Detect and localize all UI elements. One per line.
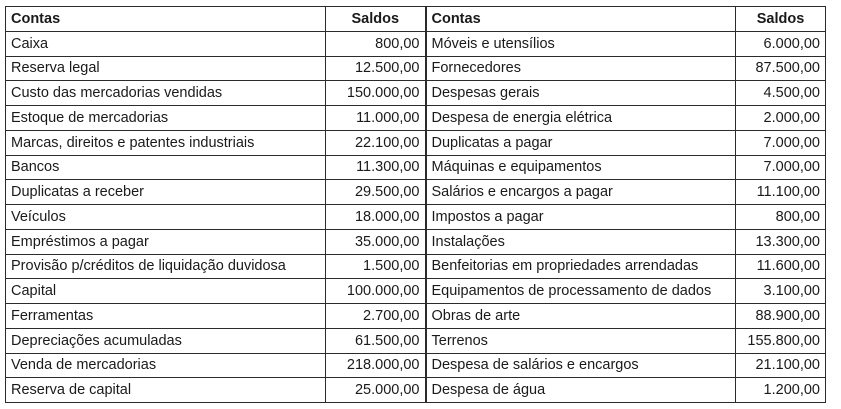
- table-row: [6, 229, 826, 254]
- left-balance-cell: 35.000,00: [326, 229, 426, 254]
- right-account-cell: Despesas gerais: [426, 81, 736, 106]
- left-balance-cell: 18.000,00: [326, 205, 426, 230]
- right-balance-cell: 11.100,00: [736, 180, 826, 205]
- right-balance-cell: 3.100,00: [736, 279, 826, 304]
- left-account-cell: Marcas, direitos e patentes industriais: [6, 130, 326, 155]
- table-row: [6, 205, 826, 230]
- left-balance-cell: 12.500,00: [326, 56, 426, 81]
- right-balance-cell: 6.000,00: [736, 31, 826, 56]
- table-row: [6, 81, 826, 106]
- left-account-cell: Venda de mercadorias: [6, 353, 326, 378]
- left-account-cell: Capital: [6, 279, 326, 304]
- right-account-cell: Duplicatas a pagar: [426, 130, 736, 155]
- left-account-cell: Ferramentas: [6, 304, 326, 329]
- table-row: [6, 155, 826, 180]
- right-balance-cell: 87.500,00: [736, 56, 826, 81]
- right-account-cell: Impostos a pagar: [426, 205, 736, 230]
- right-balance-cell: 7.000,00: [736, 155, 826, 180]
- left-balance-cell: 22.100,00: [326, 130, 426, 155]
- table-row: [6, 130, 826, 155]
- table-body: [6, 31, 826, 402]
- right-account-cell: Obras de arte: [426, 304, 736, 329]
- right-account-cell: Benfeitorias em propriedades arrendadas: [426, 254, 736, 279]
- left-account-cell: Custo das mercadorias vendidas: [6, 81, 326, 106]
- left-account-cell: Caixa: [6, 31, 326, 56]
- left-account-cell: Estoque de mercadorias: [6, 106, 326, 131]
- left-balance-cell: 29.500,00: [326, 180, 426, 205]
- left-account-cell: Depreciações acumuladas: [6, 328, 326, 353]
- table-row: [6, 31, 826, 56]
- right-balance-cell: 155.800,00: [736, 328, 826, 353]
- left-account-cell: Veículos: [6, 205, 326, 230]
- header-right-account: Contas: [426, 7, 736, 32]
- table-row: [6, 328, 826, 353]
- right-balance-cell: 88.900,00: [736, 304, 826, 329]
- header-left-balance: Saldos: [326, 7, 426, 32]
- left-balance-cell: 100.000,00: [326, 279, 426, 304]
- table-row: [6, 279, 826, 304]
- right-balance-cell: 13.300,00: [736, 229, 826, 254]
- right-balance-cell: 7.000,00: [736, 130, 826, 155]
- left-account-cell: Reserva de capital: [6, 378, 326, 403]
- left-account-cell: Empréstimos a pagar: [6, 229, 326, 254]
- right-account-cell: Equipamentos de processamento de dados: [426, 279, 736, 304]
- table-row: [6, 180, 826, 205]
- left-account-cell: Bancos: [6, 155, 326, 180]
- left-account-cell: Provisão p/créditos de liquidação duvidosa: [6, 254, 326, 279]
- table-row: [6, 56, 826, 81]
- right-balance-cell: 800,00: [736, 205, 826, 230]
- accounts-balances-table: [5, 6, 826, 403]
- left-balance-cell: 150.000,00: [326, 81, 426, 106]
- left-balance-cell: 61.500,00: [326, 328, 426, 353]
- right-balance-cell: 4.500,00: [736, 81, 826, 106]
- right-account-cell: Terrenos: [426, 328, 736, 353]
- right-account-cell: Despesa de salários e encargos: [426, 353, 736, 378]
- right-account-cell: Salários e encargos a pagar: [426, 180, 736, 205]
- table-header-row: [6, 7, 826, 32]
- accounts-table-container: [5, 6, 826, 403]
- right-account-cell: Despesa de energia elétrica: [426, 106, 736, 131]
- left-balance-cell: 2.700,00: [326, 304, 426, 329]
- table-row: [6, 378, 826, 403]
- header-left-account: Contas: [6, 7, 326, 32]
- left-balance-cell: 218.000,00: [326, 353, 426, 378]
- left-balance-cell: 11.300,00: [326, 155, 426, 180]
- left-balance-cell: 11.000,00: [326, 106, 426, 131]
- right-balance-cell: 2.000,00: [736, 106, 826, 131]
- table-row: [6, 353, 826, 378]
- table-row: [6, 304, 826, 329]
- right-account-cell: Instalações: [426, 229, 736, 254]
- left-balance-cell: 800,00: [326, 31, 426, 56]
- left-balance-cell: 25.000,00: [326, 378, 426, 403]
- right-balance-cell: 1.200,00: [736, 378, 826, 403]
- right-balance-cell: 21.100,00: [736, 353, 826, 378]
- header-right-balance: Saldos: [736, 7, 826, 32]
- left-account-cell: Reserva legal: [6, 56, 326, 81]
- right-account-cell: Fornecedores: [426, 56, 736, 81]
- right-balance-cell: 11.600,00: [736, 254, 826, 279]
- right-account-cell: Máquinas e equipamentos: [426, 155, 736, 180]
- right-account-cell: Despesa de água: [426, 378, 736, 403]
- table-row: [6, 106, 826, 131]
- right-account-cell: Móveis e utensílios: [426, 31, 736, 56]
- left-account-cell: Duplicatas a receber: [6, 180, 326, 205]
- left-balance-cell: 1.500,00: [326, 254, 426, 279]
- table-row: [6, 254, 826, 279]
